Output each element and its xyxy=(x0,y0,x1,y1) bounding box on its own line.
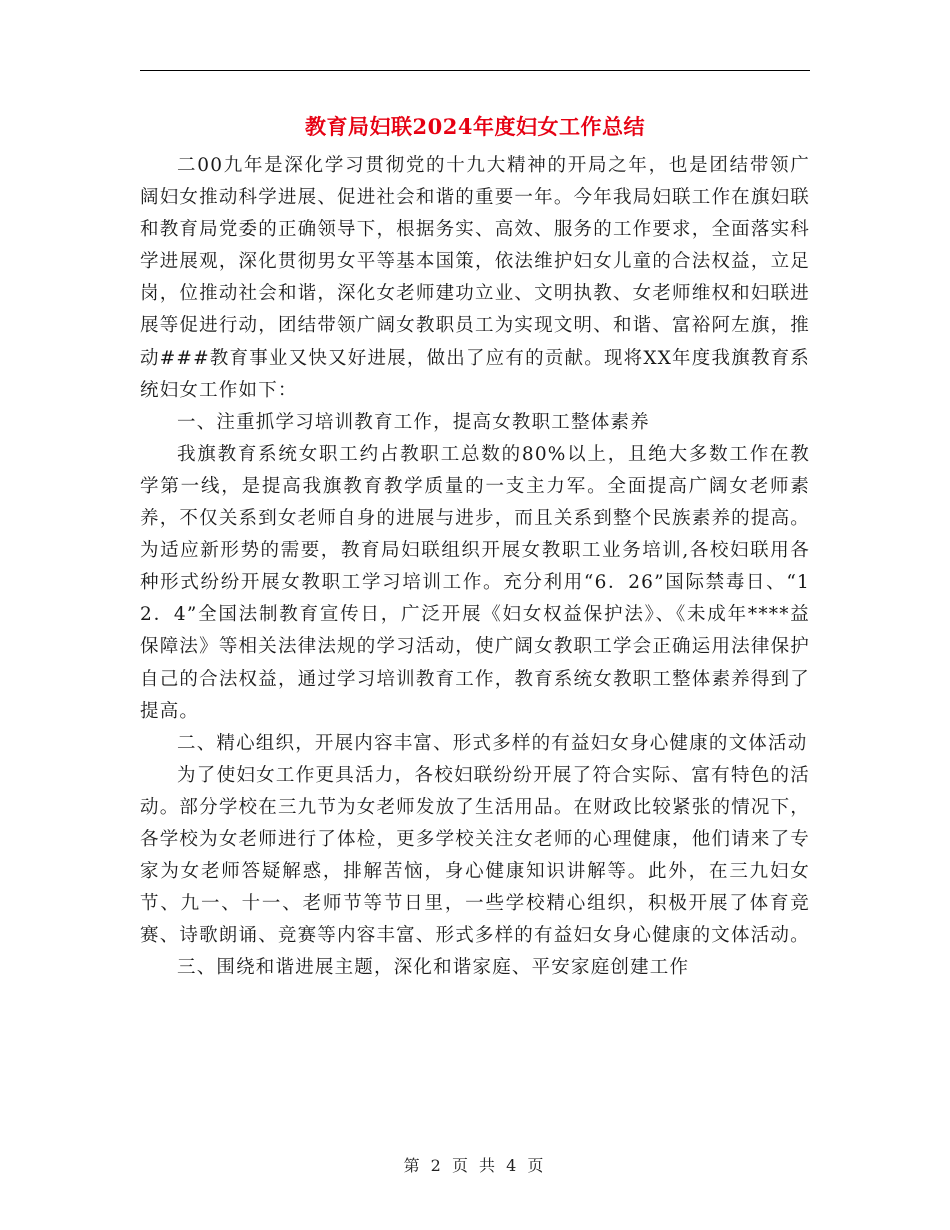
section-heading-2: 二、精心组织，开展内容丰富、形式多样的有益妇女身心健康的文体活动 xyxy=(177,732,808,754)
section-heading-1: 一、注重抓学习培训教育工作，提高女教职工整体素养 xyxy=(177,411,650,433)
section-heading-3: 三、围绕和谐进展主题，深化和谐家庭、平安家庭创建工作 xyxy=(177,957,690,979)
document-title: 教育局妇联2024年度妇女工作总结 xyxy=(305,114,645,139)
header-rule xyxy=(140,70,810,71)
document-body xyxy=(140,150,810,984)
paragraph-section-1: 我旗教育系统女职工约占教职工总数的80%以上，且绝大多数工作在教学第一线，是提高我旗教育教学质量的一支主力军。全面提高广阔女老师素养，不仅关系到女老师自身的进展与进步，而且关系到整个民族素养的提高。为适应新形势的需要，教育局妇联组织开展女教职工业务培训,各校妇联用各种形式纷纷开展女教职工学习培训工作。充分利用“6．26”国际禁毒日、“12．4”全国法制教育宣传日，广泛开展《妇女权益保护法》、《未成年****益保障法》等相关法律法规的学习活动，使广阔女教职工学会正确运用法律保护自己的合法权益，通过学习培训教育工作，教育系统女教职工整体素养得到了提高。 xyxy=(140,443,810,722)
page-footer: 第 2 页 共 4 页 xyxy=(403,1156,547,1175)
paragraph-section-2: 为了使妇女工作更具活力，各校妇联纷纷开展了符合实际、富有特色的活动。部分学校在三九节为女老师发放了生活用品。在财政比较紧张的情况下，各学校为女老师进行了体检，更多学校关注女老师的心理健康，他们请来了专家为女老师答疑解惑，排解苦恼，身心健康知识讲解等。此外，在三九妇女节、九一、十一、老师节等节日里，一些学校精心组织，积极开展了体育竞赛、诗歌朗诵、竞赛等内容丰富、形式多样的有益妇女身心健康的文体活动。 xyxy=(140,764,810,947)
paragraph-intro: 二00九年是深化学习贯彻党的十九大精神的开局之年，也是团结带领广阔妇女推动科学进展、促进社会和谐的重要一年。今年我局妇联工作在旗妇联和教育局党委的正确领导下，根据务实、高效、服务的工作要求，全面落实科学进展观，深化贯彻男女平等基本国策，依法维护妇女儿童的合法权益，立足岗，位推动社会和谐，深化女老师建功立业、文明执教、女老师维权和妇联进展等促进行动，团结带领广阔女教职员工为实现文明、和谐、富裕阿左旗，推动###教育事业又快又好进展，做出了应有的贡献。现将XX年度我旗教育系统妇女工作如下： xyxy=(140,155,810,401)
